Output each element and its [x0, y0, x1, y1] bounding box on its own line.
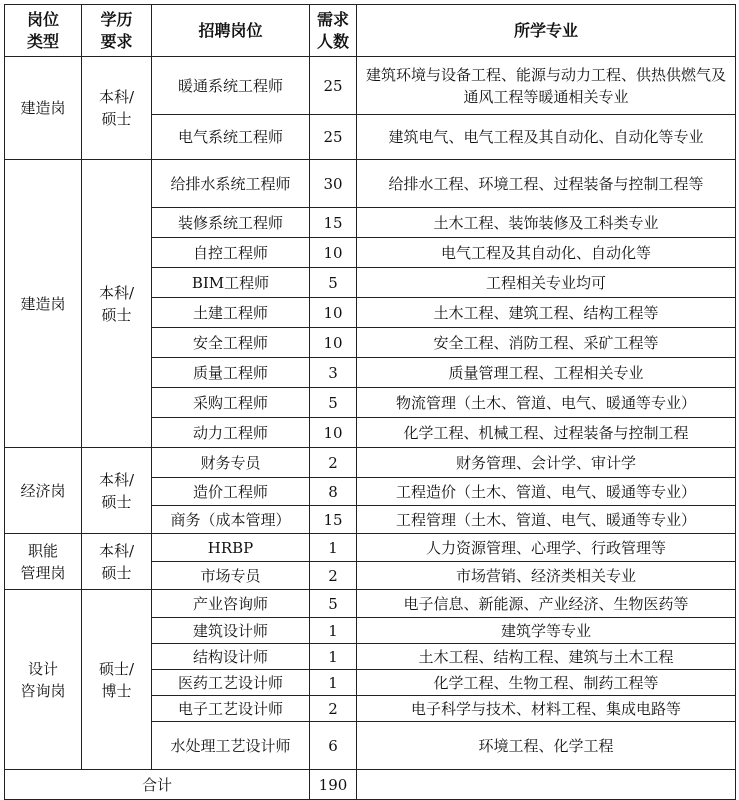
- count-cell: 25: [310, 57, 357, 115]
- position-cell: 产业咨询师: [152, 590, 310, 618]
- count-cell: 5: [310, 388, 357, 418]
- major-cell: 电气工程及其自动化、自动化等: [357, 238, 736, 268]
- position-cell: 土建工程师: [152, 298, 310, 328]
- position-cell: 结构设计师: [152, 644, 310, 670]
- education-cell: 本科/ 硕士: [82, 448, 152, 534]
- major-cell: 工程相关专业均可: [357, 268, 736, 298]
- position-cell: 质量工程师: [152, 358, 310, 388]
- count-cell: 10: [310, 238, 357, 268]
- major-cell: 电子科学与技术、材料工程、集成电路等: [357, 696, 736, 722]
- major-cell: 市场营销、经济类相关专业: [357, 562, 736, 590]
- position-cell: 电子工艺设计师: [152, 696, 310, 722]
- header-category: 岗位 类型: [5, 5, 82, 57]
- count-cell: 25: [310, 115, 357, 160]
- recruitment-table: [4, 4, 736, 800]
- count-cell: 1: [310, 644, 357, 670]
- count-cell: 6: [310, 722, 357, 770]
- major-cell: 安全工程、消防工程、采矿工程等: [357, 328, 736, 358]
- header-education: 学历 要求: [82, 5, 152, 57]
- category-cell: 建造岗: [5, 57, 82, 160]
- table-row: [5, 448, 736, 478]
- table-header: [5, 5, 736, 57]
- table-row: [5, 534, 736, 562]
- position-cell: 暖通系统工程师: [152, 57, 310, 115]
- count-cell: 30: [310, 160, 357, 208]
- header-row: [5, 5, 736, 57]
- major-cell: 建筑电气、电气工程及其自动化、自动化等专业: [357, 115, 736, 160]
- count-cell: 10: [310, 328, 357, 358]
- major-cell: 工程管理（土木、管道、电气、暖通等专业）: [357, 506, 736, 534]
- count-cell: 5: [310, 590, 357, 618]
- position-cell: 装修系统工程师: [152, 208, 310, 238]
- position-cell: 财务专员: [152, 448, 310, 478]
- header-count: 需求 人数: [310, 5, 357, 57]
- table-body: [5, 57, 736, 770]
- count-cell: 1: [310, 670, 357, 696]
- position-cell: 安全工程师: [152, 328, 310, 358]
- total-label: 合计: [5, 770, 310, 800]
- category-cell: 经济岗: [5, 448, 82, 534]
- count-cell: 15: [310, 208, 357, 238]
- total-count: 190: [310, 770, 357, 800]
- position-cell: 给排水系统工程师: [152, 160, 310, 208]
- count-cell: 8: [310, 478, 357, 506]
- position-cell: BIM工程师: [152, 268, 310, 298]
- major-cell: 土木工程、建筑工程、结构工程等: [357, 298, 736, 328]
- category-cell: 设计 咨询岗: [5, 590, 82, 770]
- major-cell: 工程造价（土木、管道、电气、暖通等专业）: [357, 478, 736, 506]
- education-cell: 本科/ 硕士: [82, 534, 152, 590]
- major-cell: 人力资源管理、心理学、行政管理等: [357, 534, 736, 562]
- position-cell: 自控工程师: [152, 238, 310, 268]
- major-cell: 化学工程、机械工程、过程装备与控制工程: [357, 418, 736, 448]
- category-cell: 职能 管理岗: [5, 534, 82, 590]
- education-cell: 硕士/ 博士: [82, 590, 152, 770]
- major-cell: 土木工程、结构工程、建筑与土木工程: [357, 644, 736, 670]
- major-cell: 物流管理（土木、管道、电气、暖通等专业）: [357, 388, 736, 418]
- count-cell: 5: [310, 268, 357, 298]
- position-cell: 动力工程师: [152, 418, 310, 448]
- count-cell: 2: [310, 448, 357, 478]
- header-major: 所学专业: [357, 5, 736, 57]
- count-cell: 3: [310, 358, 357, 388]
- position-cell: 水处理工艺设计师: [152, 722, 310, 770]
- count-cell: 10: [310, 418, 357, 448]
- count-cell: 1: [310, 534, 357, 562]
- major-cell: 化学工程、生物工程、制药工程等: [357, 670, 736, 696]
- position-cell: 建筑设计师: [152, 618, 310, 644]
- major-cell: 给排水工程、环境工程、过程装备与控制工程等: [357, 160, 736, 208]
- major-cell: 建筑学等专业: [357, 618, 736, 644]
- position-cell: 市场专员: [152, 562, 310, 590]
- table-row: [5, 590, 736, 618]
- total-empty: [357, 770, 736, 800]
- count-cell: 1: [310, 618, 357, 644]
- major-cell: 质量管理工程、工程相关专业: [357, 358, 736, 388]
- major-cell: 环境工程、化学工程: [357, 722, 736, 770]
- count-cell: 2: [310, 562, 357, 590]
- position-cell: 商务（成本管理）: [152, 506, 310, 534]
- total-row: [5, 770, 736, 800]
- education-cell: 本科/ 硕士: [82, 57, 152, 160]
- major-cell: 建筑环境与设备工程、能源与动力工程、供热供燃气及通风工程等暖通相关专业: [357, 57, 736, 115]
- table-row: [5, 57, 736, 115]
- header-position: 招聘岗位: [152, 5, 310, 57]
- table-row: [5, 160, 736, 208]
- count-cell: 15: [310, 506, 357, 534]
- category-cell: 建造岗: [5, 160, 82, 448]
- position-cell: 电气系统工程师: [152, 115, 310, 160]
- position-cell: 医药工艺设计师: [152, 670, 310, 696]
- position-cell: HRBP: [152, 534, 310, 562]
- count-cell: 10: [310, 298, 357, 328]
- education-cell: 本科/ 硕士: [82, 160, 152, 448]
- major-cell: 财务管理、会计学、审计学: [357, 448, 736, 478]
- table-footer: [5, 770, 736, 800]
- position-cell: 采购工程师: [152, 388, 310, 418]
- position-cell: 造价工程师: [152, 478, 310, 506]
- major-cell: 土木工程、装饰装修及工科类专业: [357, 208, 736, 238]
- count-cell: 2: [310, 696, 357, 722]
- major-cell: 电子信息、新能源、产业经济、生物医药等: [357, 590, 736, 618]
